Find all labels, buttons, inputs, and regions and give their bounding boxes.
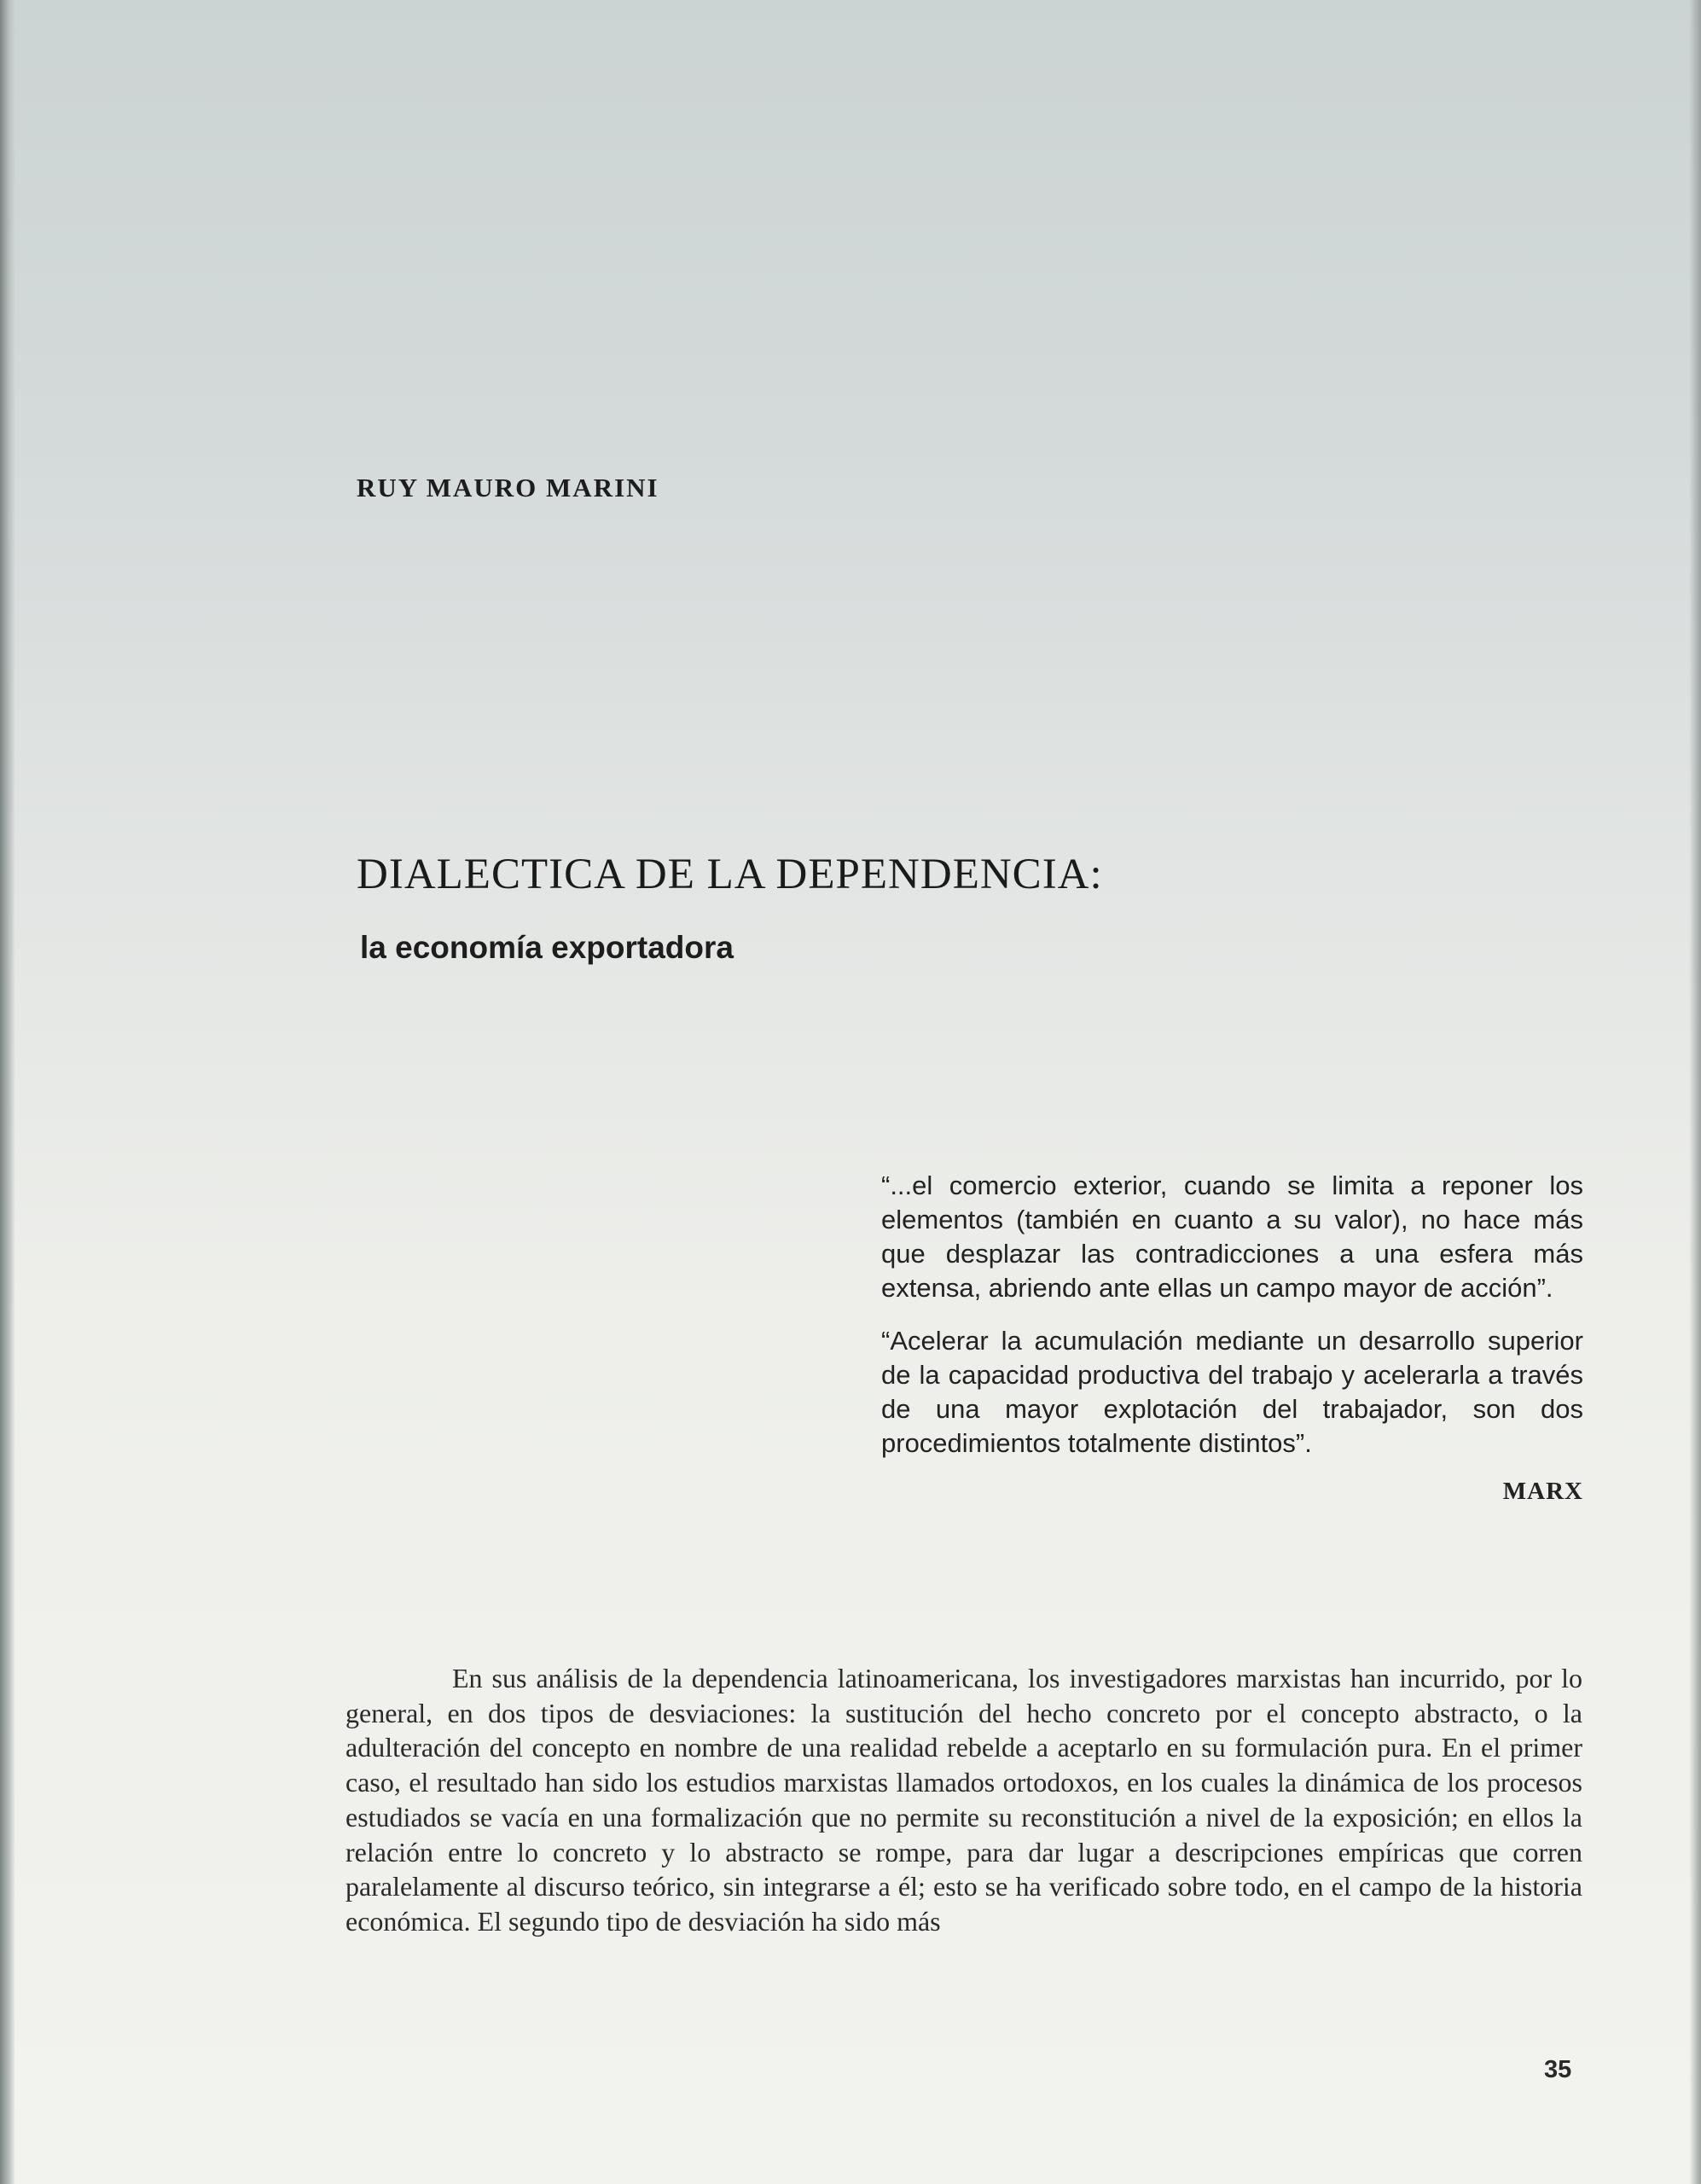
page-number: 35 bbox=[1544, 2056, 1572, 2083]
article-subtitle: la economía exportadora bbox=[360, 930, 734, 965]
epigraph-attribution: MARX bbox=[1502, 1478, 1583, 1505]
body-paragraph: En sus análisis de la dependencia latinoamericana, los investigadores marxistas han incurrido, por lo general, en dos tipos de desviaciones: la sustitución del hecho concreto por el concepto abstracto, o la adulteración del concepto en nombre de una realidad rebelde a aceptarlo en su formulación pura. En el primer caso, el resultado han sido los estudios marxistas llamados ortodoxos, en los cuales la dinámica de los procesos estudiados se vacía en una formalización que no permite su reconstitución a nivel de la exposición; en ellos la relación entre lo concreto y lo abstracto se rompe, para dar lugar a descripciones empíricas que corren paralelamente al discurso teórico, sin integrarse a él; esto se ha verificado sobre todo, en el campo de la historia económica. El segundo tipo de desviación ha sido más bbox=[345, 1663, 1582, 1937]
article-title: DIALECTICA DE LA DEPENDENCIA: bbox=[357, 851, 1103, 898]
epigraph-block bbox=[881, 1169, 1583, 1527]
author-name: RUY MAURO MARINI bbox=[357, 473, 659, 502]
epigraph-quote-1: “...el comercio exterior, cuando se limita a reponer los elementos (también en cuanto a su valor), no hace más que desplazar las contradicciones a una esfera más extensa, abriendo ante ellas un campo mayor de acción”. bbox=[881, 1170, 1583, 1303]
epigraph-quote-2: “Acelerar la acumulación mediante un desarrollo superior de la capacidad productiva del trabajo y acelerarla a través de una mayor explotación del trabajador, son dos procedimientos totalmente distintos”. bbox=[881, 1326, 1583, 1458]
